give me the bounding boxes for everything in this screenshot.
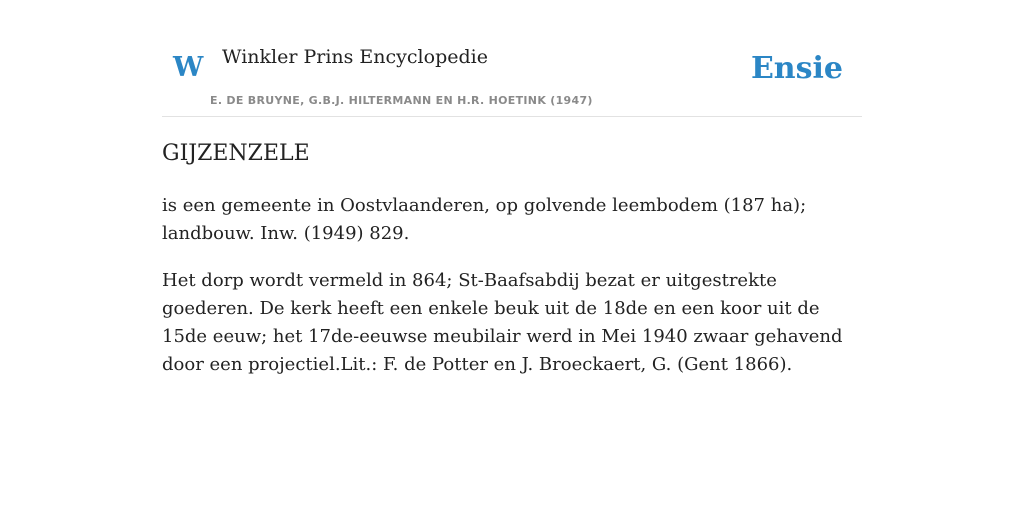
encyclopedia-title[interactable]: Winkler Prins Encyclopedie [222, 46, 488, 68]
entry-title: GIJZENZELE [162, 141, 310, 166]
ensie-logo-link[interactable]: Ensie [750, 51, 843, 86]
wp-logo[interactable]: W [173, 52, 204, 83]
authors-line: E. DE BRUYNE, G.B.J. HILTERMANN EN H.R. HOETINK (1947) [210, 94, 593, 107]
page-container [162, 0, 862, 375]
header [162, 0, 862, 117]
article-paragraph: is een gemeente in Oostvlaanderen, op golvende leembodem (187 ha); landbouw. Inw. (1949) 829. [162, 195, 807, 244]
article-paragraph: Het dorp wordt vermeld in 864; St-Baafsabdij bezat er uitgestrekte goederen. De kerk heeft een enkele beuk uit de 18de en een koor uit de 15de eeuw; het 17de-eeuwse meubilair werd in Mei 1940 zwaar gehavend door een projectiel.Lit.: F. de Potter en J. Broeckaert, G. (Gent 1866). [162, 270, 843, 375]
